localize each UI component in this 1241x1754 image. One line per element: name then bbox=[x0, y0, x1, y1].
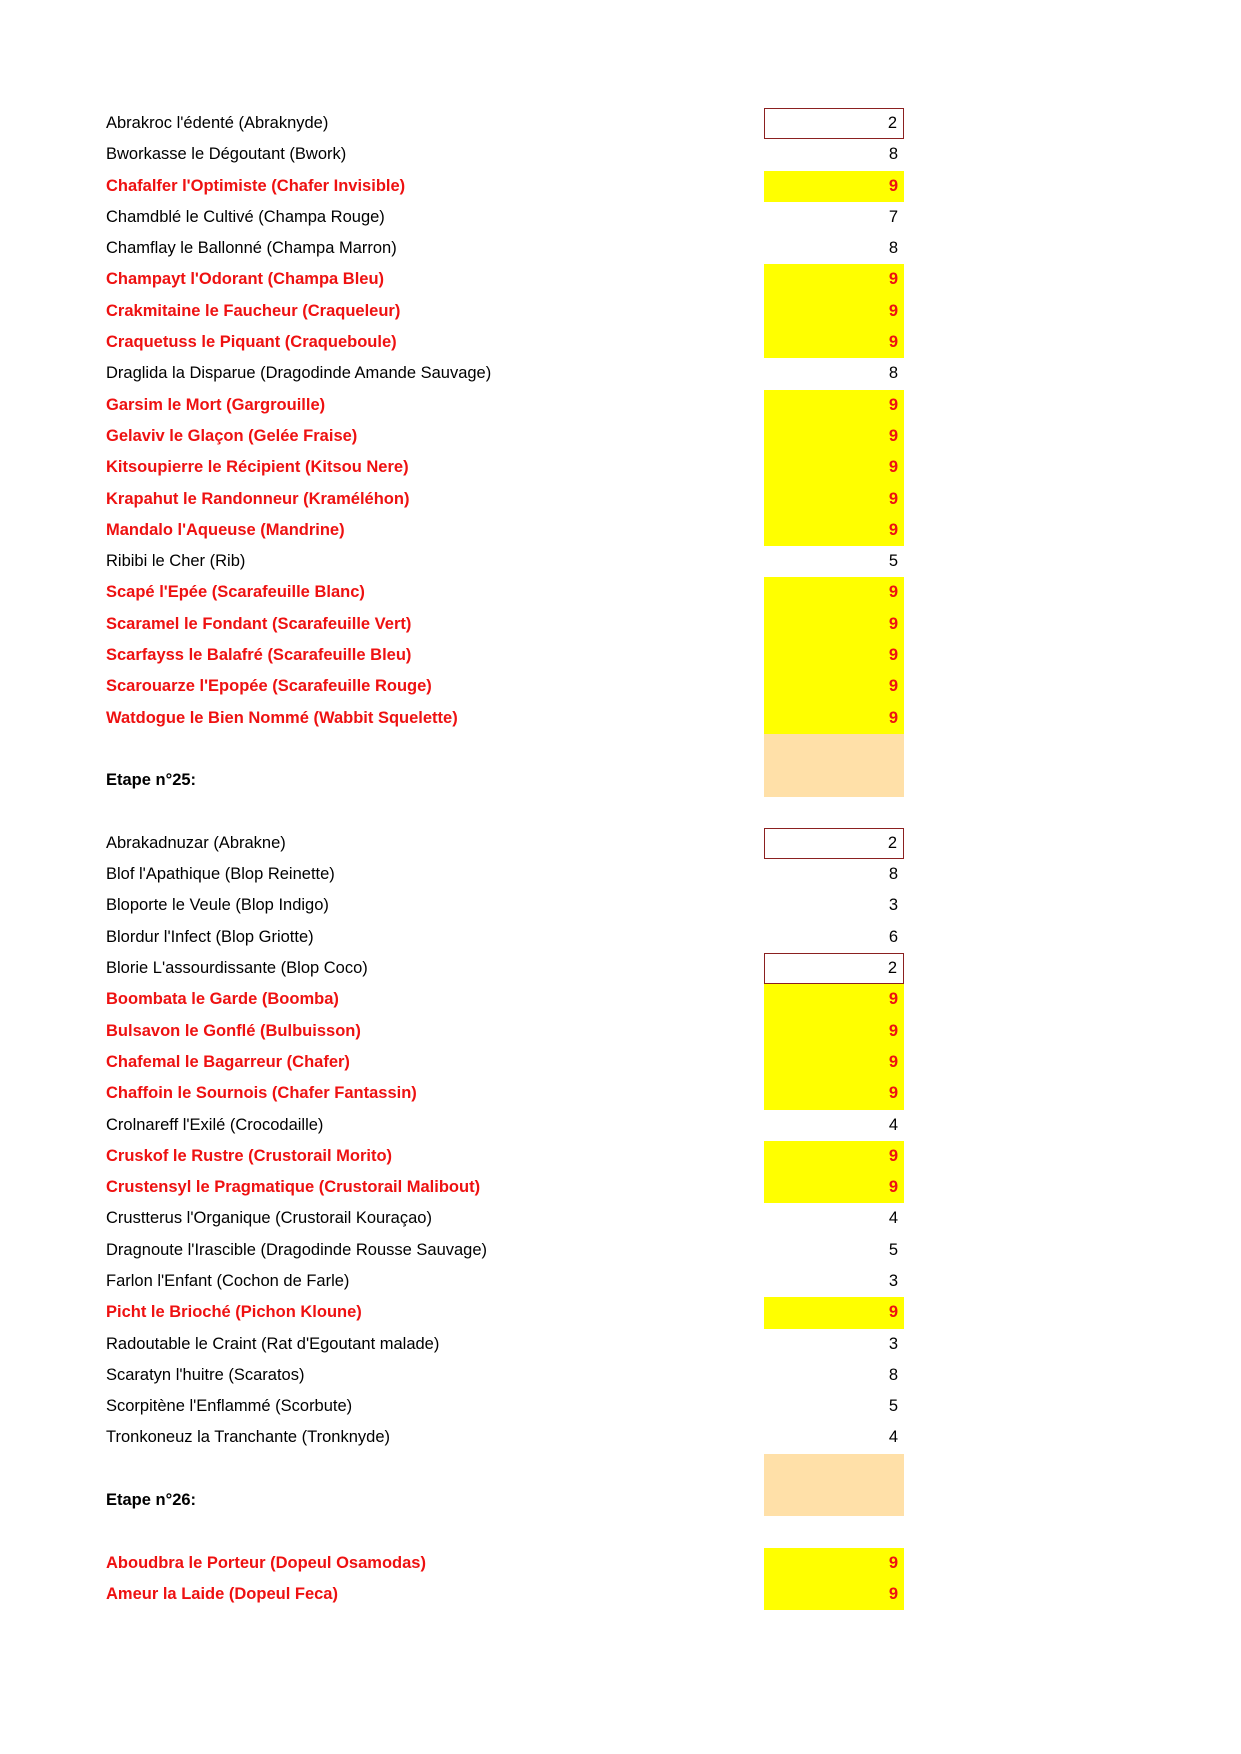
table-row bbox=[104, 139, 904, 170]
table-row bbox=[104, 1047, 904, 1078]
monster-name: Cruskof le Rustre (Crustorail Morito) bbox=[106, 1146, 393, 1165]
table-row bbox=[104, 1454, 904, 1485]
monster-name: Mandalo l'Aqueuse (Mandrine) bbox=[106, 520, 345, 539]
monster-name: Chamflay le Ballonné (Champa Marron) bbox=[106, 239, 397, 258]
monster-count: 4 bbox=[888, 1209, 898, 1228]
monster-count: 8 bbox=[888, 239, 898, 258]
monster-name: Bloporte le Veule (Blop Indigo) bbox=[106, 896, 329, 915]
table-row bbox=[104, 953, 904, 984]
monster-count: 9 bbox=[764, 421, 904, 452]
monster-name: Radoutable le Craint (Rat d'Egoutant malade) bbox=[106, 1334, 440, 1353]
monster-count: 9 bbox=[764, 1141, 904, 1172]
monster-name: Boombata le Garde (Boomba) bbox=[106, 990, 339, 1009]
monster-count bbox=[764, 1485, 904, 1516]
table-row bbox=[104, 1141, 904, 1172]
monster-count: 9 bbox=[764, 1016, 904, 1047]
table-row bbox=[104, 546, 904, 577]
monster-count bbox=[764, 1516, 904, 1547]
table-row bbox=[104, 202, 904, 233]
monster-count: 9 bbox=[764, 1297, 904, 1328]
table-row bbox=[104, 296, 904, 327]
table-row bbox=[104, 233, 904, 264]
table-row bbox=[104, 1235, 904, 1266]
monster-name: Farlon l'Enfant (Cochon de Farle) bbox=[106, 1271, 350, 1290]
table-row bbox=[104, 609, 904, 640]
table-row bbox=[104, 452, 904, 483]
monster-count: 5 bbox=[888, 1240, 898, 1259]
section-title: Etape n°26: bbox=[106, 1491, 197, 1510]
table-row bbox=[104, 327, 904, 358]
monster-count: 7 bbox=[888, 207, 898, 226]
table-row bbox=[104, 922, 904, 953]
monster-count: 3 bbox=[888, 1271, 898, 1290]
monster-name: Draglida la Disparue (Dragodinde Amande Sauvage) bbox=[106, 364, 492, 383]
table-row bbox=[104, 703, 904, 734]
monster-count: 9 bbox=[764, 171, 904, 202]
monster-name: Garsim le Mort (Gargrouille) bbox=[106, 395, 326, 414]
table-row bbox=[104, 1016, 904, 1047]
table-row bbox=[104, 1422, 904, 1453]
monster-count: 9 bbox=[764, 671, 904, 702]
monster-name: Gelaviv le Glaçon (Gelée Fraise) bbox=[106, 426, 358, 445]
monster-count: 4 bbox=[888, 1428, 898, 1447]
table-row bbox=[104, 171, 904, 202]
monster-name: Abrakroc l'édenté (Abraknyde) bbox=[106, 114, 329, 132]
monster-name: Crustensyl le Pragmatique (Crustorail Malibout) bbox=[106, 1178, 481, 1197]
monster-name: Champayt l'Odorant (Champa Bleu) bbox=[106, 270, 385, 289]
table-row bbox=[104, 1516, 904, 1547]
table-row bbox=[104, 890, 904, 921]
section-header-row bbox=[104, 1485, 904, 1516]
table-row bbox=[104, 859, 904, 890]
monster-count: 4 bbox=[888, 1115, 898, 1134]
monster-list-table bbox=[104, 108, 904, 1610]
table-row bbox=[104, 797, 904, 828]
monster-name: Blof l'Apathique (Blop Reinette) bbox=[106, 865, 335, 884]
monster-count: 9 bbox=[764, 1078, 904, 1109]
table-row bbox=[104, 1203, 904, 1234]
monster-count bbox=[764, 765, 904, 796]
table-row bbox=[104, 484, 904, 515]
table-row bbox=[104, 1391, 904, 1422]
monster-count: 9 bbox=[764, 327, 904, 358]
monster-name: Scorpitène l'Enflammé (Scorbute) bbox=[106, 1397, 353, 1416]
monster-name: Craquetuss le Piquant (Craqueboule) bbox=[106, 333, 397, 352]
table-row bbox=[104, 734, 904, 765]
monster-name bbox=[104, 1516, 764, 1547]
monster-name bbox=[104, 1454, 764, 1485]
section-header-row bbox=[104, 765, 904, 796]
table-row bbox=[104, 1078, 904, 1109]
table-row bbox=[104, 108, 904, 139]
monster-count: 9 bbox=[764, 703, 904, 734]
table-row bbox=[104, 264, 904, 295]
monster-count: 5 bbox=[888, 552, 898, 571]
table-row bbox=[104, 984, 904, 1015]
monster-count: 9 bbox=[764, 1579, 904, 1610]
monster-name: Chamdblé le Cultivé (Champa Rouge) bbox=[106, 207, 385, 226]
monster-count: 6 bbox=[888, 927, 898, 946]
table-row bbox=[104, 390, 904, 421]
monster-name: Krapahut le Randonneur (Kraméléhon) bbox=[106, 489, 410, 508]
table-row bbox=[104, 1266, 904, 1297]
monster-count: 9 bbox=[764, 1172, 904, 1203]
monster-count: 2 bbox=[764, 108, 904, 139]
table-row bbox=[104, 1579, 904, 1610]
monster-count: 8 bbox=[888, 145, 898, 164]
monster-name: Scaratyn l'huitre (Scaratos) bbox=[106, 1365, 305, 1384]
monster-name: Chafemal le Bagarreur (Chafer) bbox=[106, 1052, 350, 1071]
table-row bbox=[104, 1548, 904, 1579]
table-row bbox=[104, 1329, 904, 1360]
monster-count: 8 bbox=[888, 364, 898, 383]
monster-count: 9 bbox=[764, 296, 904, 327]
monster-count: 2 bbox=[764, 828, 904, 859]
table-row bbox=[104, 640, 904, 671]
section-title: Etape n°25: bbox=[106, 771, 197, 790]
table-row bbox=[104, 828, 904, 859]
monster-count: 9 bbox=[764, 484, 904, 515]
table-row bbox=[104, 358, 904, 389]
monster-name: Dragnoute l'Irascible (Dragodinde Rousse Sauvage) bbox=[106, 1240, 488, 1259]
monster-count: 8 bbox=[888, 865, 898, 884]
table-row bbox=[104, 1172, 904, 1203]
table-row bbox=[104, 1360, 904, 1391]
monster-name: Aboudbra le Porteur (Dopeul Osamodas) bbox=[106, 1553, 426, 1572]
monster-name: Bulsavon le Gonflé (Bulbuisson) bbox=[106, 1021, 361, 1040]
table-row bbox=[104, 421, 904, 452]
monster-name: Tronkoneuz la Tranchante (Tronknyde) bbox=[106, 1428, 391, 1447]
table-row bbox=[104, 577, 904, 608]
monster-name: Picht le Brioché (Pichon Kloune) bbox=[106, 1303, 362, 1322]
monster-name: Crustterus l'Organique (Crustorail Kouraçao) bbox=[106, 1209, 432, 1228]
monster-count: 9 bbox=[764, 577, 904, 608]
monster-name: Chafalfer l'Optimiste (Chafer Invisible) bbox=[106, 176, 406, 195]
monster-count: 8 bbox=[888, 1365, 898, 1384]
monster-count: 9 bbox=[764, 609, 904, 640]
monster-count: 9 bbox=[764, 264, 904, 295]
monster-name: Scarfayss le Balafré (Scarafeuille Bleu) bbox=[106, 646, 412, 665]
monster-count: 5 bbox=[888, 1397, 898, 1416]
monster-count: 9 bbox=[764, 515, 904, 546]
monster-count: 9 bbox=[764, 1548, 904, 1579]
monster-name: Scarouarze l'Epopée (Scarafeuille Rouge) bbox=[106, 677, 432, 696]
monster-name: Chaffoin le Sournois (Chafer Fantassin) bbox=[106, 1084, 417, 1103]
monster-count: 3 bbox=[888, 896, 898, 915]
table-row bbox=[104, 515, 904, 546]
monster-name: Scapé l'Epée (Scarafeuille Blanc) bbox=[106, 583, 365, 602]
monster-count: 2 bbox=[764, 953, 904, 984]
monster-name bbox=[104, 797, 764, 828]
monster-name: Blordur l'Infect (Blop Griotte) bbox=[106, 927, 314, 946]
monster-name: Crakmitaine le Faucheur (Craqueleur) bbox=[106, 301, 401, 320]
table-row bbox=[104, 1110, 904, 1141]
monster-count: 9 bbox=[764, 1047, 904, 1078]
monster-count: 9 bbox=[764, 390, 904, 421]
monster-count: 9 bbox=[764, 452, 904, 483]
table-row bbox=[104, 671, 904, 702]
monster-name: Ameur la Laide (Dopeul Feca) bbox=[106, 1584, 338, 1603]
monster-name: Kitsoupierre le Récipient (Kitsou Nere) bbox=[106, 458, 409, 477]
monster-name: Abrakadnuzar (Abrakne) bbox=[106, 833, 286, 852]
monster-name: Scaramel le Fondant (Scarafeuille Vert) bbox=[106, 614, 412, 633]
monster-name: Blorie L'assourdissante (Blop Coco) bbox=[106, 959, 368, 978]
monster-count bbox=[764, 734, 904, 765]
table-row bbox=[104, 1297, 904, 1328]
monster-name bbox=[104, 734, 764, 765]
monster-name: Watdogue le Bien Nommé (Wabbit Squelette) bbox=[106, 708, 458, 727]
monster-name: Ribibi le Cher (Rib) bbox=[106, 552, 246, 571]
monster-count bbox=[764, 797, 904, 828]
monster-name: Crolnareff l'Exilé (Crocodaille) bbox=[106, 1115, 324, 1134]
monster-count: 9 bbox=[764, 640, 904, 671]
monster-count: 9 bbox=[764, 984, 904, 1015]
monster-count: 3 bbox=[888, 1334, 898, 1353]
monster-name: Bworkasse le Dégoutant (Bwork) bbox=[106, 145, 347, 164]
monster-count bbox=[764, 1454, 904, 1485]
